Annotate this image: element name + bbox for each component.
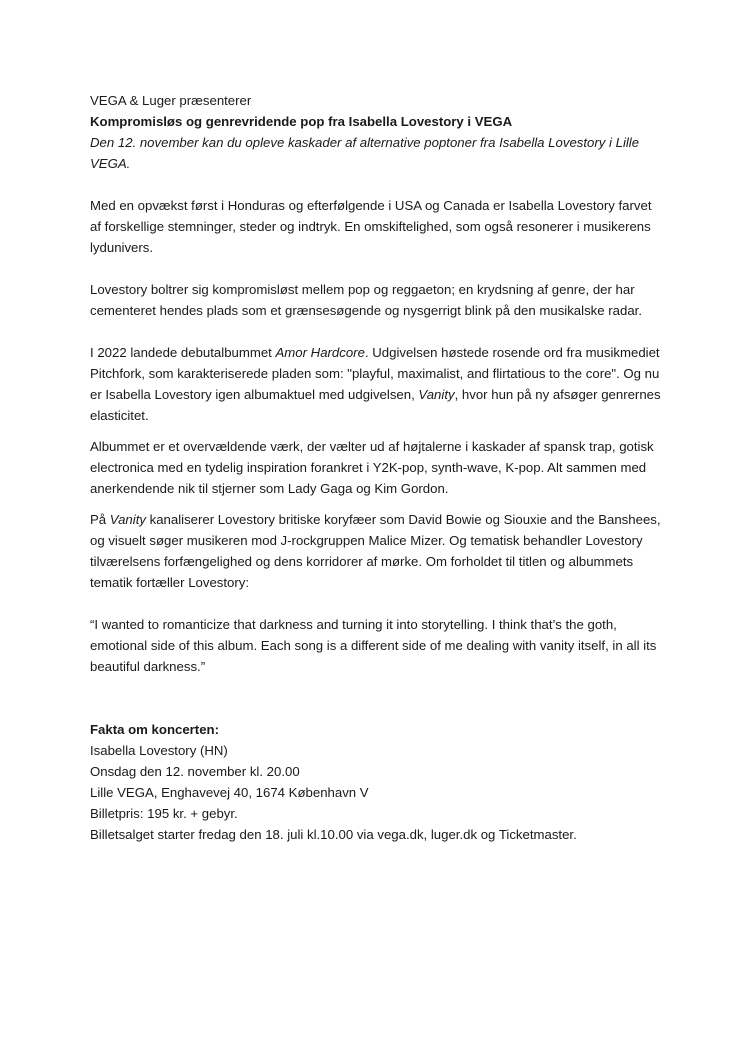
paragraph-influences [90, 509, 662, 593]
facts-artist: Isabella Lovestory (HN) [90, 743, 228, 758]
paragraph-upbringing: Med en opvækst først i Honduras og efterfølgende i USA og Canada er Isabella Lovestory farvet af forskellige stemninger, steder og indtryk. En omskiftelighed, som også resonerer i musikerens lydunivers. [90, 198, 652, 255]
p3-text-a: I 2022 landede debutalbummet [90, 345, 276, 360]
facts-venue: Lille VEGA, Enghavevej 40, 1674 København V [90, 785, 369, 800]
presenter-line: VEGA & Luger præsenterer [90, 93, 252, 108]
paragraph-genre: Lovestory boltrer sig kompromisløst mellem pop og reggaeton; en krydsning af genre, der har cementeret hendes plads som et grænsesøgende og nysgerrigt blink på den musikalske radar. [90, 282, 642, 318]
facts-date: Onsdag den 12. november kl. 20.00 [90, 764, 300, 779]
paragraph-album-description: Albummet er et overvældende værk, der vælter ud af højtalerne i kaskader af spansk trap, gotisk electronica med en tydelig inspiration forankret i Y2K-pop, synth-wave, K-pop. Alt sammen med anerkendende nik til stjerner som Lady Gaga og Kim Gordon. [90, 439, 654, 496]
facts-heading: Fakta om koncerten: [90, 722, 219, 737]
artist-quote: “I wanted to romanticize that darkness and turning it into storytelling. I think that’s the goth, emotional side of this album. Each song is a different side of me dealing with vanity itself, in all its beautiful darkness.” [90, 617, 657, 674]
headline: Kompromisløs og genrevridende pop fra Isabella Lovestory i VEGA [90, 114, 513, 129]
album-title-amor-hardcore: Amor Hardcore [275, 345, 365, 360]
subheadline: Den 12. november kan du opleve kaskader af alternative poptoner fra Isabella Lovestory i Lille VEGA. [90, 135, 640, 171]
p5-text-b: kanaliserer Lovestory britiske koryfæer som David Bowie og Siouxie and the Banshees, og visuelt søger musikeren mod J-rockgruppen Malice Mizer. Og tematisk behandler Lovestory tilværelsens forfængelighed og dens korridorer af mørke. Om forholdet til titlen og albummets tematik fortæller Lovestory: [90, 512, 661, 590]
album-title-vanity-2: Vanity [109, 512, 146, 527]
press-release-document [90, 90, 662, 845]
album-title-vanity: Vanity [418, 387, 455, 402]
paragraph-debut-album [90, 342, 662, 426]
facts-ticket-sale: Billetsalget starter fredag den 18. juli kl.10.00 via vega.dk, luger.dk og Ticketmaster. [90, 827, 577, 842]
p3-text-b: . Udgivelsen høstede rosende ord fra musikmediet Pitchfork, som karakteriserede pladen som: "playful, maximalist, and flirtatious to the core". Og nu er Isabella Lovestory igen albumaktuel med udgivelsen, [90, 345, 660, 402]
facts-price: Billetpris: 195 kr. + gebyr. [90, 806, 238, 821]
p3-text-c: , hvor hun på ny afsøger genrernes elasticitet. [90, 387, 661, 423]
p5-text-a: På [90, 512, 110, 527]
